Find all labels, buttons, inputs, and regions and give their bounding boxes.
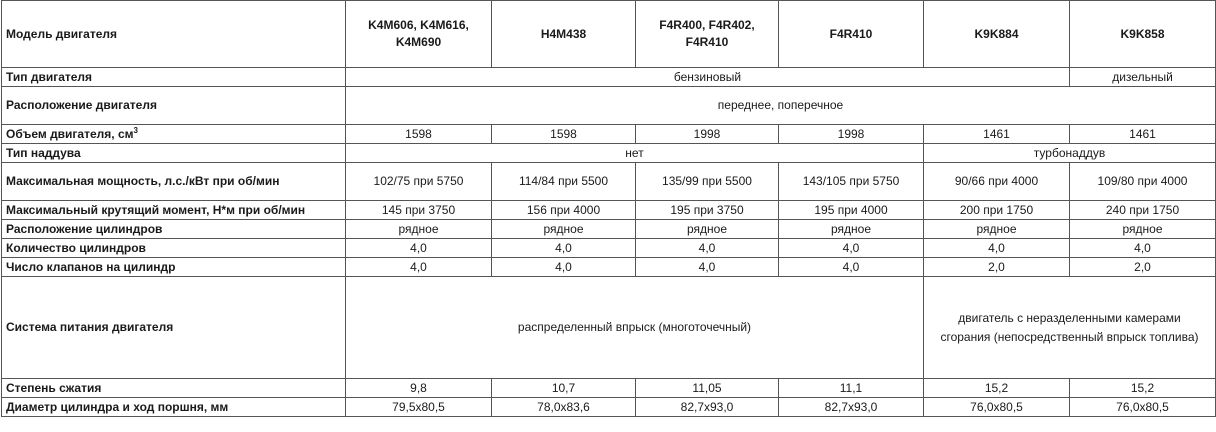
table-row [2,220,1216,239]
table-cell: 2,0 [1070,258,1216,277]
table-cell: 15,2 [924,379,1070,398]
row-label-text: Объем двигателя, см [6,126,134,141]
table-cell: рядное [492,220,636,239]
table-cell: 195 при 4000 [779,201,924,220]
row-label: Расположение цилиндров [2,220,346,239]
table-cell: 4,0 [1070,239,1216,258]
table-cell: 90/66 при 4000 [924,163,1070,201]
header-label: Модель двигателя [2,1,346,68]
table-row [2,258,1216,277]
header-row [2,1,1216,68]
table-cell: 4,0 [779,239,924,258]
table-cell: 143/105 при 5750 [779,163,924,201]
table-cell: рядное [779,220,924,239]
table-cell: 4,0 [492,258,636,277]
table-cell: 195 при 3750 [636,201,779,220]
model-header: K9K858 [1070,1,1216,68]
table-cell: 109/80 при 4000 [1070,163,1216,201]
table-row [2,239,1216,258]
table-cell: 76,0x80,5 [1070,398,1216,417]
row-label: Максимальная мощность, л.с./кВт при об/мин [2,163,346,201]
row-label: Тип двигателя [2,68,346,87]
table-cell: 82,7x93,0 [636,398,779,417]
model-header: F4R400, F4R402, F4R410 [636,1,779,68]
table-cell: 4,0 [346,258,492,277]
row-label [2,125,346,144]
row-label: Число клапанов на цилиндр [2,258,346,277]
table-cell: рядное [636,220,779,239]
table-cell: 11,05 [636,379,779,398]
table-cell: нет [346,144,924,163]
table-cell: 79,5x80,5 [346,398,492,417]
table-cell: 4,0 [346,239,492,258]
table-cell: 4,0 [492,239,636,258]
row-label: Расположение двигателя [2,87,346,125]
table-cell: переднее, поперечное [346,87,1216,125]
table-row [2,398,1216,417]
row-label: Количество цилиндров [2,239,346,258]
table-row [2,68,1216,87]
table-row [2,144,1216,163]
table-cell: 78,0x83,6 [492,398,636,417]
table-cell: рядное [346,220,492,239]
table-cell: бензиновый [346,68,1070,87]
table-cell: 1998 [779,125,924,144]
table-cell: 82,7x93,0 [779,398,924,417]
model-header: K9K884 [924,1,1070,68]
table-cell: двигатель с неразделенными камерами сгорания (непосредственный впрыск топлива) [924,277,1216,379]
model-header: K4M606, K4M616, K4M690 [346,1,492,68]
table-cell: 4,0 [636,258,779,277]
table-cell: 4,0 [924,239,1070,258]
table-cell: 4,0 [636,239,779,258]
model-header: H4M438 [492,1,636,68]
table-cell: распределенный впрыск (многоточечный) [346,277,924,379]
row-label: Диаметр цилиндра и ход поршня, мм [2,398,346,417]
table-cell: 102/75 при 5750 [346,163,492,201]
table-cell: 11,1 [779,379,924,398]
table-cell: 135/99 при 5500 [636,163,779,201]
table-cell: 10,7 [492,379,636,398]
table-cell: 15,2 [1070,379,1216,398]
table-cell: рядное [924,220,1070,239]
table-row [2,87,1216,125]
unit-superscript: 3 [133,125,138,135]
table-cell: 1461 [924,125,1070,144]
table-cell: турбонаддув [924,144,1216,163]
table-cell: 1598 [492,125,636,144]
table-cell: дизельный [1070,68,1216,87]
table-cell: 1998 [636,125,779,144]
table-cell: 145 при 3750 [346,201,492,220]
engine-spec-table [1,0,1216,417]
table-row [2,277,1216,379]
model-header: F4R410 [779,1,924,68]
table-row [2,201,1216,220]
table-cell: 200 при 1750 [924,201,1070,220]
table-row [2,379,1216,398]
table-cell: 114/84 при 5500 [492,163,636,201]
table-cell: 156 при 4000 [492,201,636,220]
row-label: Тип наддува [2,144,346,163]
table-cell: 1598 [346,125,492,144]
row-label: Степень сжатия [2,379,346,398]
table-row [2,125,1216,144]
row-label: Максимальный крутящий момент, Н*м при об/мин [2,201,346,220]
table-cell: 1461 [1070,125,1216,144]
table-cell: 76,0x80,5 [924,398,1070,417]
row-label: Система питания двигателя [2,277,346,379]
table-cell: рядное [1070,220,1216,239]
table-cell: 9,8 [346,379,492,398]
table-cell: 4,0 [779,258,924,277]
table-cell: 240 при 1750 [1070,201,1216,220]
table-row [2,163,1216,201]
table-cell: 2,0 [924,258,1070,277]
